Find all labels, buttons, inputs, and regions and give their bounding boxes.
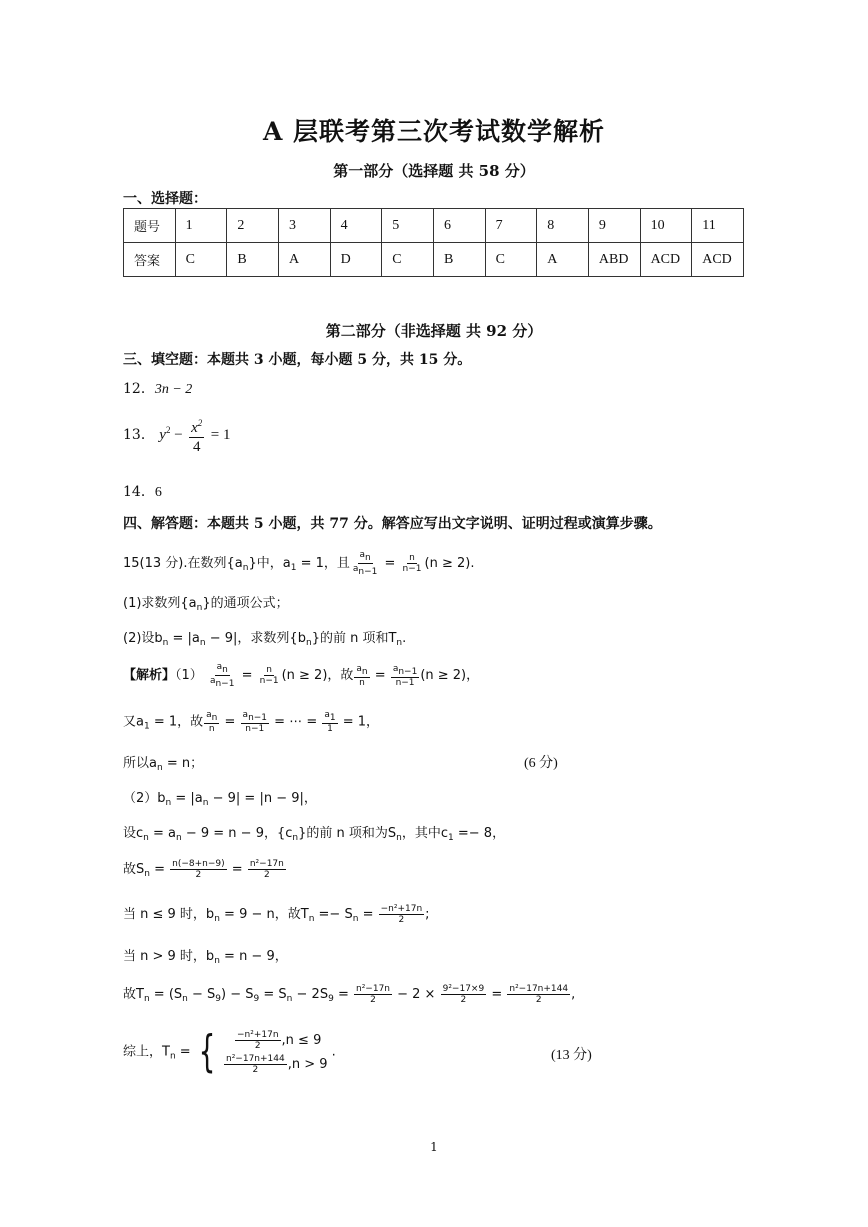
q13-num: x [191,420,198,436]
q14-label: 14． [123,484,155,500]
frac-num: n²−17n+144 [509,984,569,994]
frac-num: n²−17n [249,859,284,869]
page-number: 1 [430,1140,438,1154]
q15-analysis-step4: $(2)b_n = |a_n - 9| = |n - 9|$， [123,791,317,808]
text: − 9| = |n − 9|， [208,791,317,806]
q15-analysis-step5: 设$c_n = a_n - 9 = n - 9$，$\{c_n\}$的前 n 项和为$S_n$，其中$c_1 =- 8$， [123,826,506,843]
q15-summary: 综上，$T_n$ = { $\frac{\text{−n²+17n}}{2}$ ,n ≤ 9 $\frac{\text{n²−17n+144}}{2}$ ,n > 9 . [123,1026,336,1077]
text: }的前 n 项和为S [298,826,397,841]
q15-analysis-step8: 当 n > 9 时，$b_n = n - 9$， [123,949,288,966]
analysis-label: 【解析】 [123,668,176,683]
text: （2）b [123,791,166,806]
frac-den: 2 [398,915,405,925]
frac-den: 2 [460,995,467,1005]
table-cell: 10 [640,209,692,243]
table-cell: 7 [485,209,537,243]
q13-eq: = 1 [210,427,231,443]
answer-table [123,208,744,277]
text: = 1， [338,714,380,730]
text: 综上，T [123,1044,170,1060]
text: =− S [314,907,353,922]
text: = 9 − n，故T [219,907,309,922]
q15-part1: (1)求数列$\{a_n\}$的通项公式； [123,596,289,613]
frac-num: −n²+17n [236,1029,279,1040]
table-cell: C [382,243,434,277]
q13-den: 4 [192,439,201,455]
text: (n ≥ 2)，故 [281,668,354,683]
q13-y: y [159,427,166,443]
text: = S [259,987,287,1002]
table-cell: 1 [175,209,227,243]
table-cell: C [485,243,537,277]
text: (2)设b [123,631,163,646]
text: (n ≥ 2)， [420,668,480,683]
table-cell: D [330,243,382,277]
text: − 9|，求数列{b [205,631,306,646]
text: (1)求数列{a [123,596,197,611]
table-cell: 6 [433,209,485,243]
piecewise-cases [223,1028,328,1076]
text: = a [148,826,176,841]
q14-value: 6 [154,485,162,500]
left-brace-icon: { [198,1026,216,1077]
table-cell: A [537,243,589,277]
text: 当 n > 9 时，b [123,949,215,964]
text: }的前 n 项和T [311,631,397,646]
q12-answer [123,378,192,398]
solve-section-label: 四、解答题：本题共 5 小题，共 77 分。解答应写出文字说明、证明过程或演算步骤。 [123,516,662,532]
table-cell: 8 [537,209,589,243]
text: 又a [123,714,144,730]
text: = n − 9， [219,949,288,964]
frac-den: 2 [252,1064,259,1075]
case-cond: ,n ≤ 9 [281,1032,322,1048]
q14-answer [123,481,162,501]
text: − S [187,987,216,1002]
table-cell: ACD [692,243,744,277]
text: }的通项公式； [202,596,289,611]
text: = |a [171,791,203,806]
frac-num: n(−8+n−9) [172,859,225,869]
case-cond: ,n > 9 [287,1056,328,1072]
text: = 1，且 [296,556,350,571]
row-header: 答案 [124,243,176,277]
q13-fraction: $\frac{x^2}{4}$ [189,414,204,456]
score-13: (13 分) [551,1048,592,1063]
document-title: A 层联考第三次考试数学解析 [262,117,606,146]
q12-value: 3n − 2 [154,382,193,397]
q13-minus: − [174,427,183,443]
text: }中，a [248,556,291,571]
choice-section-label: 一、选择题： [123,191,207,207]
table-cell: ABD [588,243,640,277]
table-cell: C [175,243,227,277]
text: ) − S [221,987,254,1002]
text: 故T [123,987,144,1002]
text: − 2S [292,987,329,1002]
frac-den: 2 [535,995,542,1005]
text: = n； [162,756,204,771]
frac-num: n²−17n+144 [225,1053,285,1064]
text: (n ≥ 2). [424,556,475,571]
table-cell: B [227,243,279,277]
frac-num: −n²+17n [380,904,423,914]
frac-den: 2 [254,1040,261,1051]
q12-label: 12． [123,381,155,397]
text: − 2 × [393,987,440,1002]
q15-analysis-step2: 又$a_1 = 1$，故 $\frac{a_n}{n}$ = $\frac{a_{n-1}}{n-1}$ = ⋯ = $\frac{a_1}{1}$ = 1， [123,710,380,734]
frac-den: 2 [195,870,202,880]
text: 故S [123,862,145,877]
text: − 9 = n − 9，{c [181,826,293,841]
text: （1） [175,668,203,683]
q15-analysis-step6: 故$S_n$ = $\frac{n(-8+n-9)}{2}$ = $\frac{\text{n²−17n}}{2}$ [123,859,284,880]
frac-den: 2 [263,870,270,880]
table-cell: 5 [382,209,434,243]
text: =− 8， [453,826,506,841]
table-row-numbers [124,209,744,243]
part2-heading: 第二部分（非选择题 共 92 分） [325,322,543,340]
table-cell: A [278,243,330,277]
table-cell: 3 [278,209,330,243]
text: 15(13 分).在数列{a [123,556,243,571]
q13-label: 13． [123,427,155,443]
frac-den: 2 [370,995,376,1005]
q15-analysis-step1: 【解析】（1） $\frac{a_n}{a_{n-1}}$ = $\frac{n}{n-1}$ (n ≥ 2)，故 $\frac{a_n}{n}$ = $\frac{a_{n-1}}{n-1}$ (n ≥ 2)， [123,662,480,689]
text: = 1，故 [149,714,204,730]
text: ，其中c [401,826,449,841]
table-row-answers [124,243,744,277]
table-cell: 4 [330,209,382,243]
table-cell: 9 [588,209,640,243]
part1-heading: 第一部分（选择题 共 58 分） [333,162,535,180]
q15-part2: (2)设$b_n = |a_n - 9|$，求数列$\{b_n\}$的前 n 项和$T_n$. [123,631,407,648]
table-cell: 2 [227,209,279,243]
text: 当 n ≤ 9 时，b [123,907,215,922]
q13-answer: 13． $y^2$ − $\frac{x^2}{4}$ = 1 [123,414,230,456]
table-cell: B [433,243,485,277]
score-6: (6 分) [524,756,558,771]
row-header: 题号 [124,209,176,243]
text: = |a [168,631,200,646]
q15-analysis-step9: 故$T_n = (S_n - S_9) - S_9 = S_n - 2S_9$ = $\frac{\text{n²−17n}}{2}$ − 2 × $\frac{\text{9²−17×9}}{2}$ = $\frac{\text{n²−17n+144}}{2}$ , [123,984,576,1005]
text: = (S [149,987,183,1002]
table-cell: 11 [692,209,744,243]
text: 设c [123,826,144,841]
q15-analysis-step7: 当 n ≤ 9 时，$b_n = 9 - n$，故$T_n =- S_n$ = $\frac{\text{−n²+17n}}{2}$ ; [123,904,430,925]
frac-num: 9²−17×9 [442,984,485,994]
fill-section-label: 三、填空题：本题共 3 小题，每小题 5 分，共 15 分。 [123,352,472,368]
frac-num: n²−17n [355,984,390,994]
q15-stem: 15(13 分).在数列$\{a_n\}$中，$a_1 = 1$，且 $\frac{a_n}{a_{n-1}}$ = $\frac{n}{n-1}$ (n ≥ 2). [123,550,475,577]
q15-analysis-step3: 所以$a_n = n$； [123,756,204,773]
text: 所以a [123,756,157,771]
table-cell: ACD [640,243,692,277]
